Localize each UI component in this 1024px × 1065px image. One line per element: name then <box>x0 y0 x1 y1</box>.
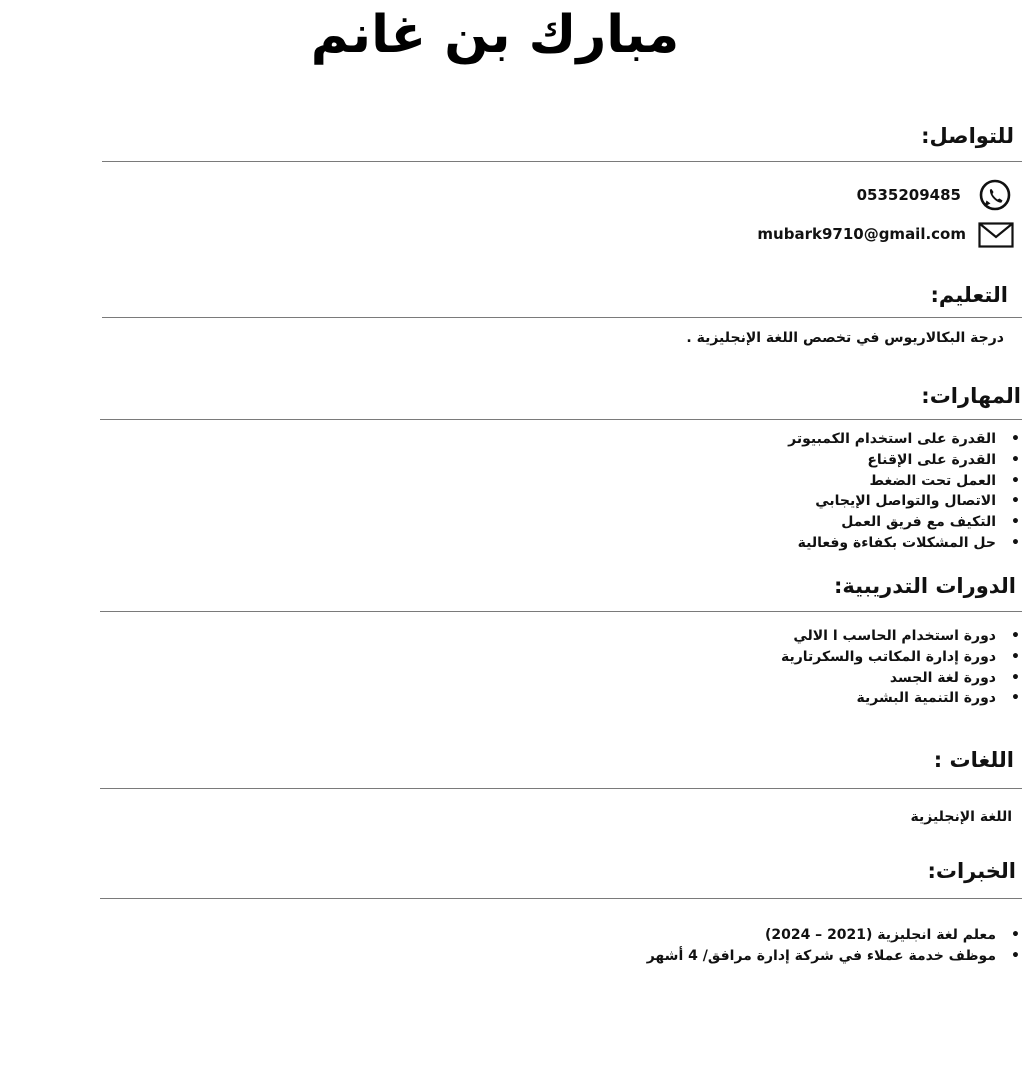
education-divider <box>102 317 1022 318</box>
resume-name: مبارك بن غانم <box>310 5 680 65</box>
list-item: • دورة استخدام الحاسب ا الالي <box>781 626 1024 647</box>
skills-list <box>788 429 1024 554</box>
list-item: • دورة لغة الجسد <box>781 668 1024 689</box>
email-address[interactable]: mubark9710@gmail.com <box>757 225 966 243</box>
experience-heading: الخبرات: <box>927 859 1016 883</box>
contact-divider <box>102 161 1022 162</box>
experience-divider <box>100 898 1022 899</box>
list-item: • موظف خدمة عملاء في شركة إدارة مرافق/ 4 أشهر <box>647 946 1024 967</box>
envelope-icon <box>978 222 1014 248</box>
whatsapp-phone-icon <box>978 178 1012 212</box>
list-item: • الاتصال والتواصل الإيجابي <box>788 491 1024 512</box>
contact-heading: للتواصل: <box>921 124 1014 148</box>
experience-list <box>647 925 1024 967</box>
courses-heading: الدورات التدريبية: <box>833 574 1016 598</box>
list-item: • معلم لغة انجليزية (2021 – 2024) <box>647 925 1024 946</box>
skills-heading: المهارات: <box>921 384 1021 408</box>
list-item: • العمل تحت الضغط <box>788 471 1024 492</box>
languages-text: اللغة الإنجليزية <box>910 809 1012 825</box>
languages-divider <box>100 788 1022 789</box>
education-heading: التعليم: <box>930 283 1008 307</box>
skills-divider <box>100 419 1022 420</box>
languages-heading: اللغات : <box>933 748 1014 772</box>
education-text: درجة البكالاريوس في تخصص اللغة الإنجليزية . <box>686 330 1004 346</box>
list-item: • دورة التنمية البشرية <box>781 688 1024 709</box>
list-item: • التكيف مع فريق العمل <box>788 512 1024 533</box>
courses-list <box>781 626 1024 709</box>
list-item: • دورة إدارة المكاتب والسكرتارية <box>781 647 1024 668</box>
phone-number[interactable]: 0535209485 <box>856 186 961 204</box>
courses-divider <box>100 611 1022 612</box>
list-item: • حل المشكلات بكفاءة وفعالية <box>788 533 1024 554</box>
list-item: • القدرة على استخدام الكمبيوتر <box>788 429 1024 450</box>
list-item: • القدرة على الإقناع <box>788 450 1024 471</box>
